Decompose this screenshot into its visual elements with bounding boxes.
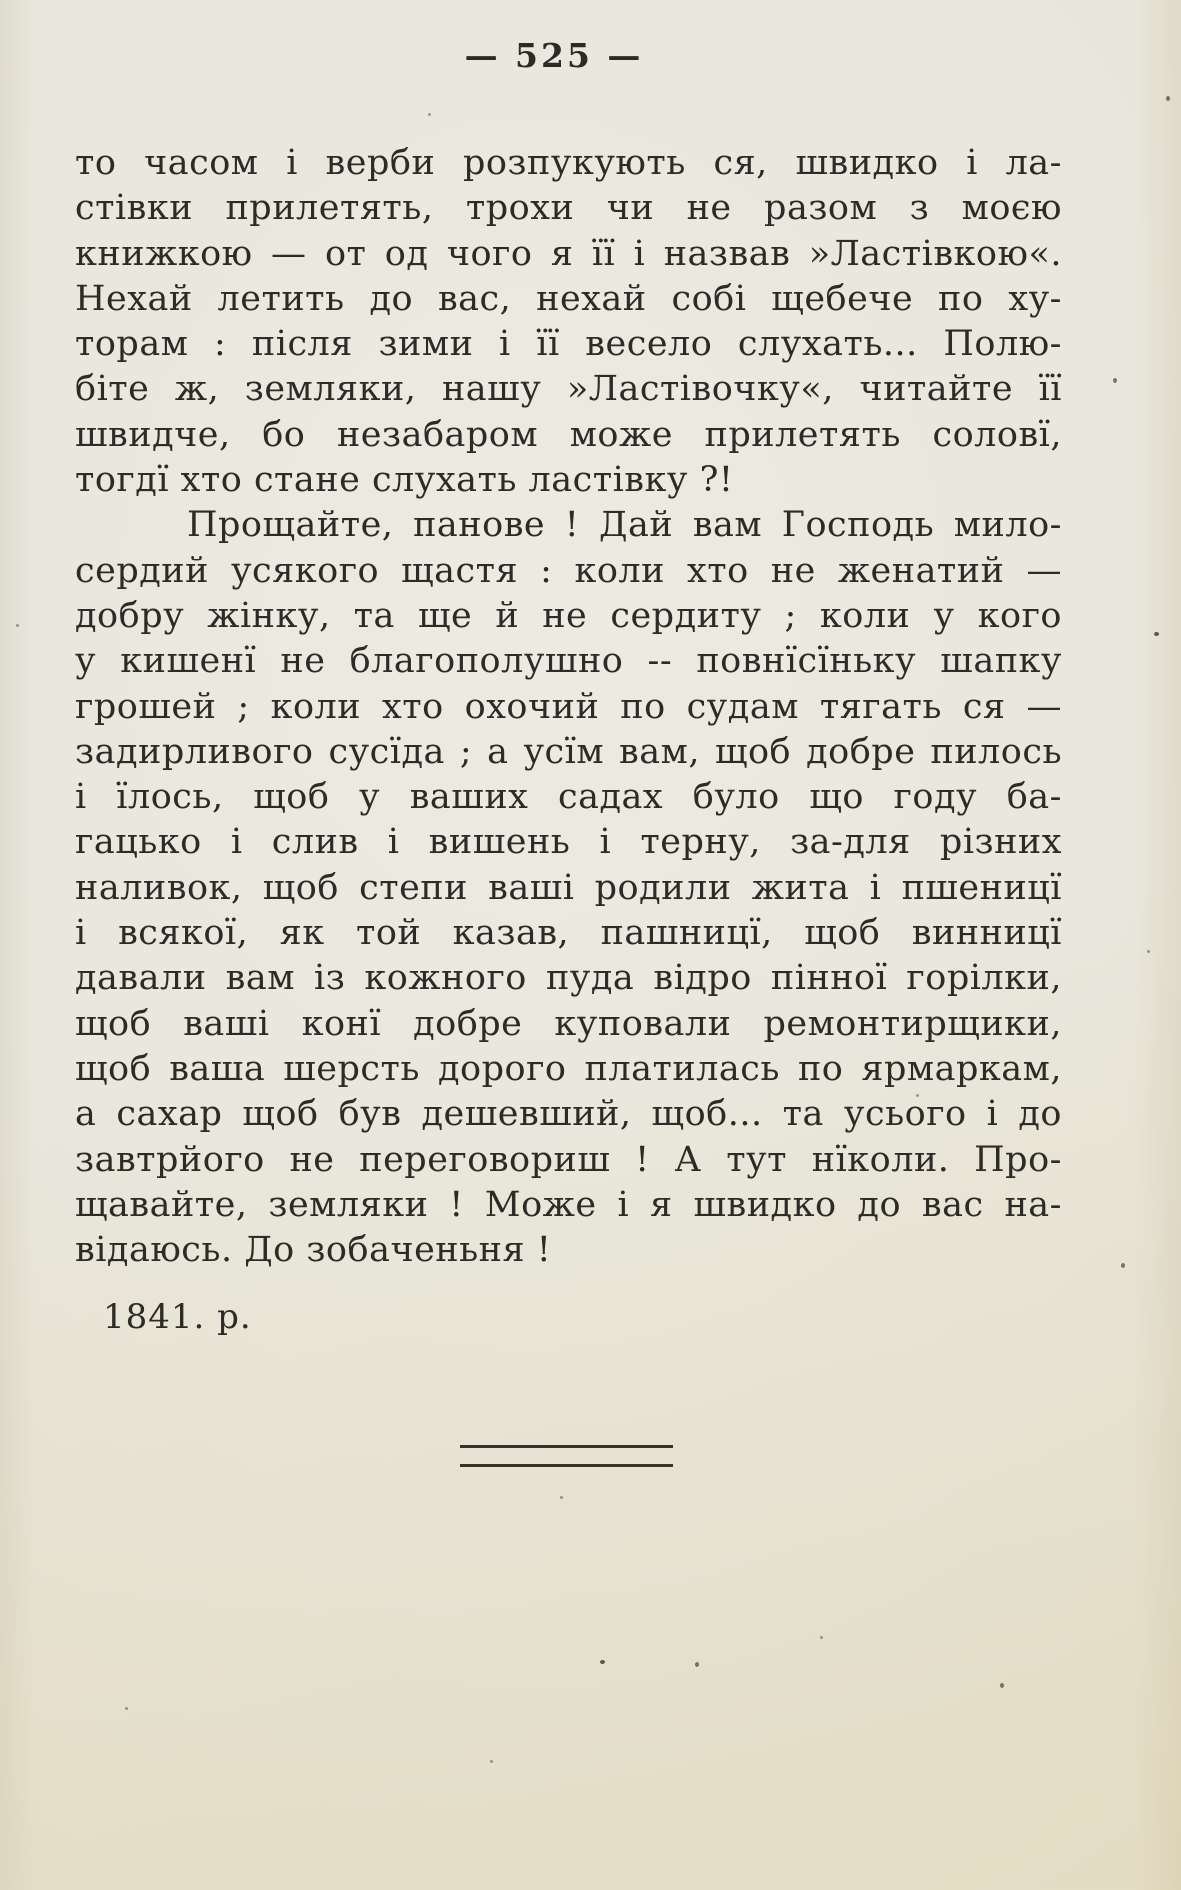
text-line: торам : після зими і її весело слухать... Полю- — [75, 324, 1062, 365]
text-line: щавайте, земляки ! Може і я швидко до вас на- — [75, 1184, 1062, 1225]
paper-speck — [490, 1760, 493, 1763]
text-line: добру жінку, та ще й не сердиту ; коли у кого — [75, 595, 1062, 636]
paper-speck — [1147, 950, 1150, 953]
paper-speck — [125, 1707, 128, 1710]
paper-speck — [1154, 632, 1159, 636]
text-line: а сахар щоб був дешевший, щоб... та усього і до — [75, 1094, 1062, 1135]
paper-speck — [560, 1496, 563, 1499]
text-line: книжкою — от од чого я її і назвав »Ластівкою«. — [75, 233, 1062, 274]
paper-speck — [820, 1636, 823, 1639]
text-line: задирливого сусїда ; а усїм вам, щоб добре пилось — [75, 731, 1062, 772]
text-line: стівки прилетять, трохи чи не разом з моєю — [75, 188, 1062, 229]
text-line: сердий усякого щастя : коли хто не женатий — — [75, 550, 1062, 591]
text-line: біте ж, земляки, нашу »Ластівочку«, читайте її — [75, 369, 1062, 410]
paper-speck — [428, 113, 431, 116]
paper-speck — [1000, 1683, 1004, 1688]
text-line: то часом і верби розпукують ся, швидко і ла- — [75, 143, 1062, 183]
date-line: 1841. р. — [103, 1297, 252, 1338]
page-number: — 525 — — [464, 36, 644, 75]
paper-speck — [1121, 1263, 1125, 1268]
body-text — [75, 141, 1062, 1337]
text-line: грошей ; коли хто охочий по судам тягать ся — — [75, 686, 1062, 727]
section-divider — [460, 1445, 673, 1467]
paper-speck — [600, 1660, 605, 1664]
text-line: у кишенї не благополушно -- повнїсїньку шапку — [75, 641, 1062, 682]
text-line: завтрйого не переговориш ! А тут нїколи. Про- — [75, 1139, 1062, 1180]
paper-speck — [1113, 378, 1117, 383]
text-line: відаюсь. До зобаченьня ! — [75, 1230, 552, 1271]
paper-speck — [16, 624, 19, 627]
text-line: Прощайте, панове ! Дай вам Господь мило- — [187, 505, 1062, 546]
text-line: і їлось, щоб у ваших садах було що году ба- — [75, 777, 1062, 818]
paper-speck — [916, 1094, 919, 1097]
text-line: і всякої, як той казав, пашницї, щоб винницї — [75, 913, 1062, 954]
text-line: наливок, щоб степи ваші родили жита і пшеницї — [75, 867, 1062, 908]
text-line: давали вам із кожного пуда відро пінної горілки, — [75, 958, 1062, 999]
paper-speck — [695, 1662, 699, 1667]
paper-speck — [1166, 96, 1170, 101]
text-line: Нехай летить до вас, нехай собі щебече по ху- — [75, 278, 1062, 319]
text-line: швидче, бо незабаром може прилетять соловї, — [75, 414, 1062, 455]
text-line: тогдї хто стане слухать ластівку ?! — [75, 460, 734, 501]
text-line: щоб ваші конї добре куповали ремонтирщики, — [75, 1003, 1062, 1044]
text-line: гацько і слив і вишень і терну, за-для різних — [75, 822, 1062, 863]
text-line: щоб ваша шерсть дорого платилась по ярмаркам, — [75, 1048, 1062, 1089]
